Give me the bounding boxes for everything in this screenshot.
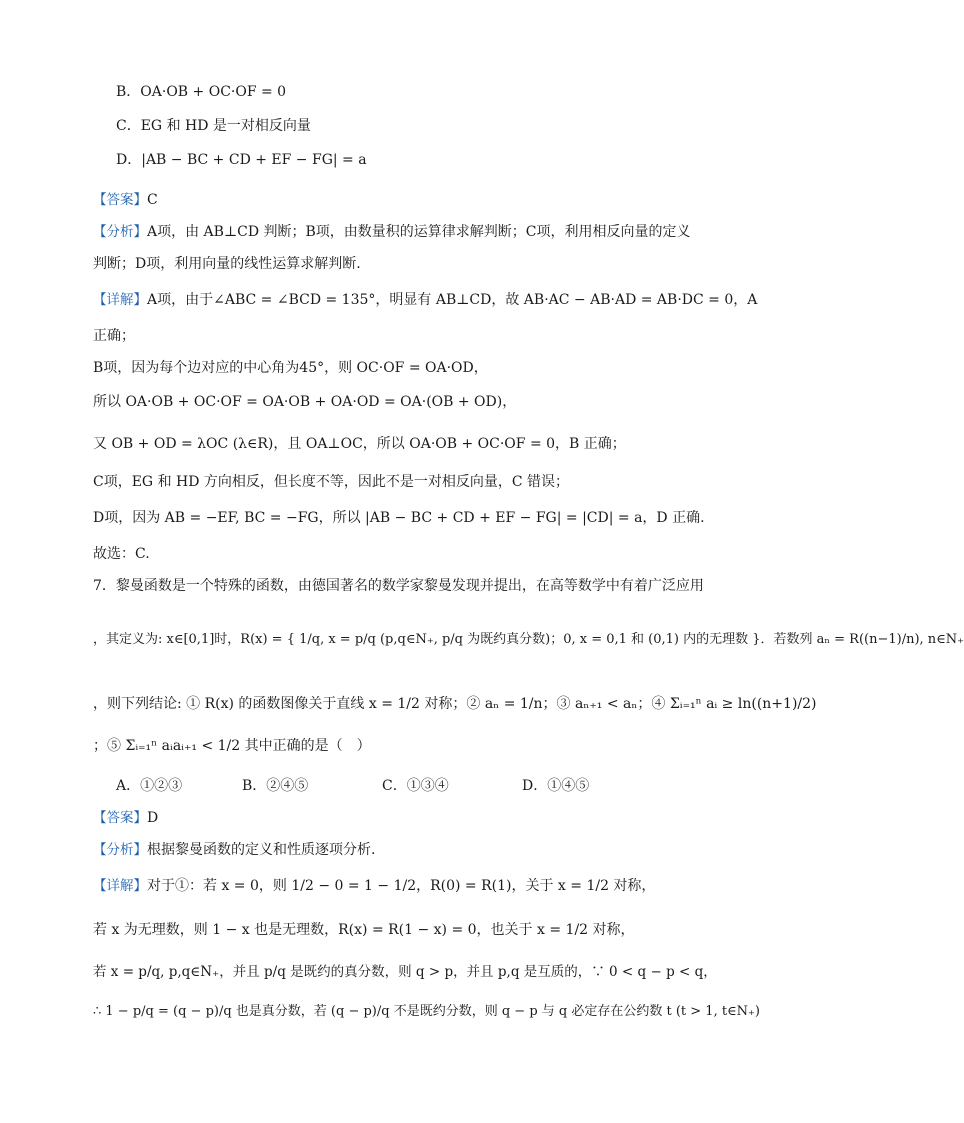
option-c-line: C．EG 和 HD 是一对相反向量 xyxy=(116,118,311,134)
option-b-line: B．OA·OB + OC·OF = 0 xyxy=(116,84,287,100)
question-7-definition: ，其定义为: x∈[0,1]时，R(x) = { 1/q, x = p/q (p,q∈N₊, p/q 为既约真分数)；0, x = 0,1 和 (0,1) 内的无理数 }．若数列 aₙ = R((n−1)/n), n∈N₊ xyxy=(93,632,964,647)
analysis-2 xyxy=(93,840,375,860)
option-row xyxy=(116,776,589,796)
detail-1 xyxy=(93,290,757,310)
analysis-text: 根据黎曼函数的定义和性质逐项分析. xyxy=(147,842,376,858)
choice-a: A．①②③ xyxy=(116,778,183,794)
detail-1-e: 又 OB + OD = λOC (λ∈R)，且 OA⊥OC，所以 OA·OB + OC·OF = 0，B 正确； xyxy=(93,436,626,452)
analysis-1 xyxy=(93,222,691,242)
select-line: 故选：C. xyxy=(93,546,150,562)
answer-tag: 【答案】 xyxy=(93,810,147,826)
choice-b: B．②④⑤ xyxy=(242,778,309,794)
answer-1 xyxy=(93,190,158,210)
answer-tag: 【答案】 xyxy=(93,192,147,208)
question-7-ask: ；⑤ Σᵢ₌₁ⁿ aᵢaᵢ₊₁ < 1/2 其中正确的是（ ） xyxy=(93,738,371,754)
question-7-conclusions: ，则下列结论: ① R(x) 的函数图像关于直线 x = 1/2 对称；② aₙ = 1/n；③ aₙ₊₁ < aₙ；④ Σᵢ₌₁ⁿ aᵢ ≥ ln((n+1)/2) xyxy=(93,696,817,712)
analysis-text: A项，由 AB⊥CD 判断；B项，由数量积的运算律求解判断；C项，利用相反向量的定义 xyxy=(147,224,691,240)
choice-c: C．①③④ xyxy=(382,778,449,794)
detail-tag: 【详解】 xyxy=(93,292,147,308)
answer-value: D xyxy=(147,810,159,826)
detail-1-f: C项，EG 和 HD 方向相反，但长度不等，因此不是一对相反向量，C 错误； xyxy=(93,474,570,490)
detail-1-b: 正确； xyxy=(93,328,135,344)
answer-2 xyxy=(93,808,158,828)
analysis-tag: 【分析】 xyxy=(93,224,147,240)
detail-2-c: 若 x = p/q, p,q∈N₊，并且 p/q 是既约的真分数，则 q > p，并且 p,q 是互质的，∵ 0 < q − p < q， xyxy=(93,964,717,980)
detail-1-d: 所以 OA·OB + OC·OF = OA·OB + OA·OD = OA·(OB + OD)， xyxy=(93,394,517,410)
detail-2 xyxy=(93,876,655,896)
detail-1-g: D项，因为 AB = −EF, BC = −FG，所以 |AB − BC + CD + EF − FG| = |CD| = a，D 正确. xyxy=(93,510,705,526)
detail-text: A项，由于∠ABC = ∠BCD = 135°，明显有 AB⊥CD，故 AB·AC − AB·AD = AB·DC = 0，A xyxy=(147,292,758,308)
analysis-tag: 【分析】 xyxy=(93,842,147,858)
question-7: 7．黎曼函数是一个特殊的函数，由德国著名的数学家黎曼发现并提出，在高等数学中有着广泛应用 xyxy=(93,578,704,594)
detail-tag: 【详解】 xyxy=(93,878,147,894)
answer-value: C xyxy=(147,192,158,208)
detail-2-b: 若 x 为无理数，则 1 − x 也是无理数，R(x) = R(1 − x) = 0，也关于 x = 1/2 对称， xyxy=(93,922,635,938)
detail-text: 对于①：若 x = 0，则 1/2 − 0 = 1 − 1/2，R(0) = R(1)，关于 x = 1/2 对称， xyxy=(147,878,656,894)
choice-d: D．①④⑤ xyxy=(522,778,590,794)
detail-2-d: ∴ 1 − p/q = (q − p)/q 也是真分数，若 (q − p)/q 不是既约分数，则 q − p 与 q 必定存在公约数 t (t > 1, t∈N₊) xyxy=(93,1004,760,1019)
option-d-line: D．|AB − BC + CD + EF − FG| = a xyxy=(116,152,367,168)
detail-1-c: B项，因为每个边对应的中心角为45°，则 OC·OF = OA·OD， xyxy=(93,360,488,376)
analysis-1-cont: 判断；D项，利用向量的线性运算求解判断. xyxy=(93,256,361,272)
